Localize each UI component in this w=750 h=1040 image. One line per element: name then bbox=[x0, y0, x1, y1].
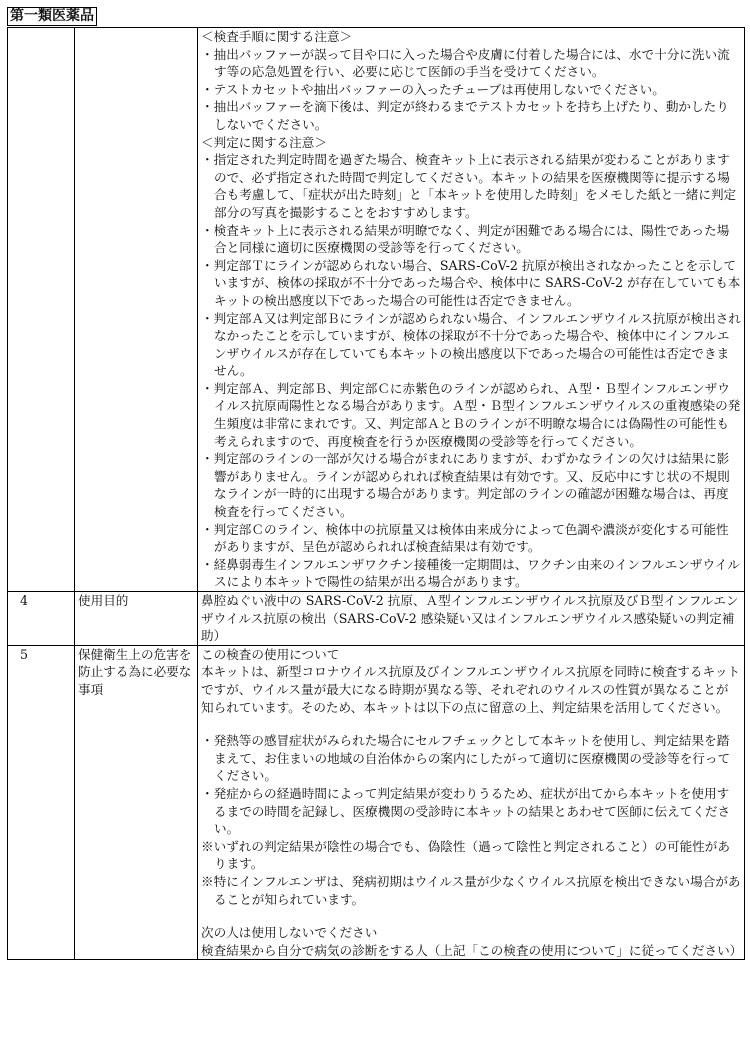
list-item: ・判定部Ｃのライン、検体中の抗原量又は検体由来成分によって色調や濃淡が変化する可能性がありますが、呈色が認められれば検査結果は有効です。 bbox=[201, 521, 729, 555]
list-item: ・経鼻弱毒生インフルエンザワクチン接種後一定期間は、ワクチン由来のインフルエンザウイルスにより本キットで陽性の結果が出る場合があります。 bbox=[201, 556, 740, 590]
list-item: ・抽出バッファーが誤って目や口に入った場合や皮膚に付着した場合には、水で十分に洗い流す等の応急処置を行い、必要に応じて医師の手当を受けてください。 bbox=[201, 46, 730, 80]
list-item: ・テストカセットや抽出バッファーの入ったチューブは再使用しないでください。 bbox=[201, 81, 665, 97]
list-item: ・発症からの経過時間によって判定結果が変わりうるため、症状が出てから本キットを使用するまでの時間を記録し、医療機関の受診時に本キットの結果とあわせて医師に伝えてください。 bbox=[201, 785, 731, 837]
list-item: ・判定部のラインの一部が欠ける場合がまれにありますが、わずかなラインの欠けは結果に影響がありません。ラインが認められれば検査結果は有効です。又、反応中にすじ状の不規則なラインが一時的に出現する場合があります。判定部のラインの確認が困難な場合は、再度検査を行ってください。 bbox=[201, 451, 730, 520]
note-item: ※いずれの判定結果が陰性の場合でも、偽陰性（過って陰性と判定されること）の可能性があります。 bbox=[201, 838, 730, 872]
table-row bbox=[8, 592, 745, 646]
judgment-heading: ＜判定に関する注意＞ bbox=[201, 134, 327, 150]
row-label: 使用目的 bbox=[75, 592, 198, 646]
list-item: ・検査キット上に表示される結果が明瞭でなく、判定が困難である場合には、陽性であった場合と同様に適切に医療機関の受診等を行ってください。 bbox=[201, 222, 730, 256]
row-content-cell bbox=[198, 28, 745, 592]
info-table bbox=[7, 27, 745, 960]
category-tag: 第一類医薬品 bbox=[7, 7, 97, 26]
usage-heading: この検査の使用について bbox=[201, 646, 340, 662]
row-number: 5 bbox=[8, 645, 75, 960]
list-item: ・抽出バッファーを滴下後は、判定が終わるまでテストカセットを持ち上げたり、動かしたりしないでください。 bbox=[201, 99, 729, 132]
row-label: 保健衛生上の危害を防止する為に必要な事項 bbox=[75, 645, 198, 960]
table-row bbox=[8, 28, 745, 592]
do-not-use-heading: 次の人は使用しないでください bbox=[201, 925, 378, 941]
usage-intro: 本キットは、新型コロナウイルス抗原及びインフルエンザウイルス抗原を同時に検査するキットですが、ウイルス量が最大になる時期が異なる等、それぞれのウイルスの性質が異なることが知られています。そのため、本キットは以下の点に留意の上、判定結果を活用してください。 bbox=[201, 664, 741, 715]
list-item: ・判定部Ｔにラインが認められない場合、SARS-CoV-2 抗原が検出されなかったことを示していますが、検体の採取が不十分であった場合や、検体中に SARS-CoV-2 が存在していても本キットの検出感度以下であった場合の可能性は否定できません。 bbox=[201, 257, 741, 308]
row-content: 鼻腔ぬぐい液中の SARS-CoV-2 抗原、Ａ型インフルエンザウイルス抗原及びＢ型インフルエンザウイルス抗原の検出（SARS-CoV-2 感染疑い又はインフルエンザウイルス感染疑いの判定補助） bbox=[198, 592, 745, 646]
list-item: ・指定された判定時間を過ぎた場合、検査キット上に表示される結果が変わることがありますので、必ず指定された時間で判定してください。本キットの結果を医療機関等に提示する場合も考慮して、「症状が出た時刻」と「本キットを使用した時刻」をメモした紙と一緒に判定部分の写真を撮影することをおすすめします。 bbox=[201, 152, 737, 220]
list-item: ・発熱等の感冒症状がみられた場合にセルフチェックとして本キットを使用し、判定結果を踏まえて、お住まいの地域の自治体からの案内にしたがって適切に医療機関の受診等を行ってください。 bbox=[201, 733, 731, 784]
list-item: ・判定部Ａ又は判定部Ｂにラインが認められない場合、インフルエンザウイルス抗原が検出されなかったことを示していますが、検体の採取が不十分であった場合や、検体中にインフルエンザウイルスが存在していても本キットの検出感度以下であった場合の可能性は否定できません。 bbox=[201, 310, 741, 379]
list-item: ・判定部Ａ、判定部Ｂ、判定部Ｃに赤紫色のラインが認められ、Ａ型・Ｂ型インフルエンザウイルス抗原両陽性となる場合があります。Ａ型・Ｂ型インフルエンザウイルスの重複感染の発生頻度は非常にまれです。又、判定部ＡとＢのラインが不明瞭な場合には偽陽性の可能性も考えられますので、再度検査を行うか医療機関の受診等を行ってください。 bbox=[201, 380, 741, 449]
test-procedure-heading: ＜検査手順に関する注意＞ bbox=[201, 29, 353, 44]
table-row bbox=[8, 645, 745, 960]
do-not-use-text: 検査結果から自分で病気の診断をする人（上記「この検査の使用について」に従ってください） bbox=[201, 942, 743, 958]
row-label-cell bbox=[75, 28, 198, 592]
note-item: ※特にインフルエンザは、発病初期はウイルス量が少なくウイルス抗原を検出できない場合があることが知られています。 bbox=[201, 873, 741, 907]
row-content-cell bbox=[198, 645, 745, 960]
row-number-cell bbox=[8, 28, 75, 592]
row-number: 4 bbox=[8, 592, 75, 646]
